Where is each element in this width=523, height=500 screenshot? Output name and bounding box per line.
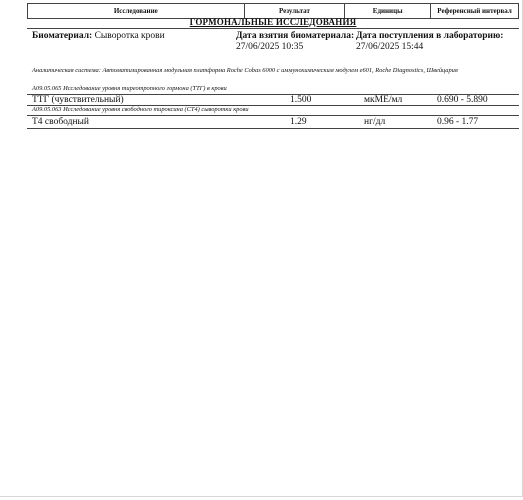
test-reference: 0.96 - 1.77 [437,117,479,127]
sample-received [356,31,503,52]
header-result: Результат [244,4,345,19]
test-method: A09.05.065 Исследование уровня тиреотропного гормона (ТТГ) в крови [32,85,227,92]
biomaterial-label: Биоматериал: [32,31,93,41]
row-divider [27,115,519,116]
test-units: мкМЕ/мл [364,95,403,105]
section-title: ГОРМОНАЛЬНЫЕ ИССЛЕДОВАНИЯ [189,17,357,27]
sample-taken-value: 27/06/2025 10:35 [236,42,304,52]
test-reference: 0.690 - 5.890 [437,95,488,105]
analytical-system-note: Аналитическая система: Автоматизированная модульная платформа Roche Cobas 6000 с иммунохимическим модулем e601, Roche Diagnostics, Швейцария [32,67,458,74]
test-result: 1.500 [290,95,312,105]
page-edge-bottom [0,496,523,497]
biomaterial [32,31,165,41]
test-result: 1.29 [290,117,307,127]
header-study: Исследование [28,4,245,19]
row-divider [27,128,519,129]
biomaterial-value: Сыворотка крови [94,31,165,41]
sample-taken-label: Дата взятия биоматериала: [236,31,355,41]
test-method: A09.05.063 Исследование уровня свободного тироксина (СТ4) сыворотки крови [32,106,249,113]
sample-received-label: Дата поступления в лабораторию: [356,31,504,41]
section-divider [27,28,519,29]
sample-received-value: 27/06/2025 15:44 [356,42,424,52]
header-reference: Референсный интервал [431,4,519,19]
test-units: нг/дл [364,117,386,127]
header-units: Единицы [345,4,431,19]
test-name: ТТГ (чувствительный) [32,95,124,105]
sample-taken [236,31,354,52]
test-name: Т4 свободный [32,117,90,127]
